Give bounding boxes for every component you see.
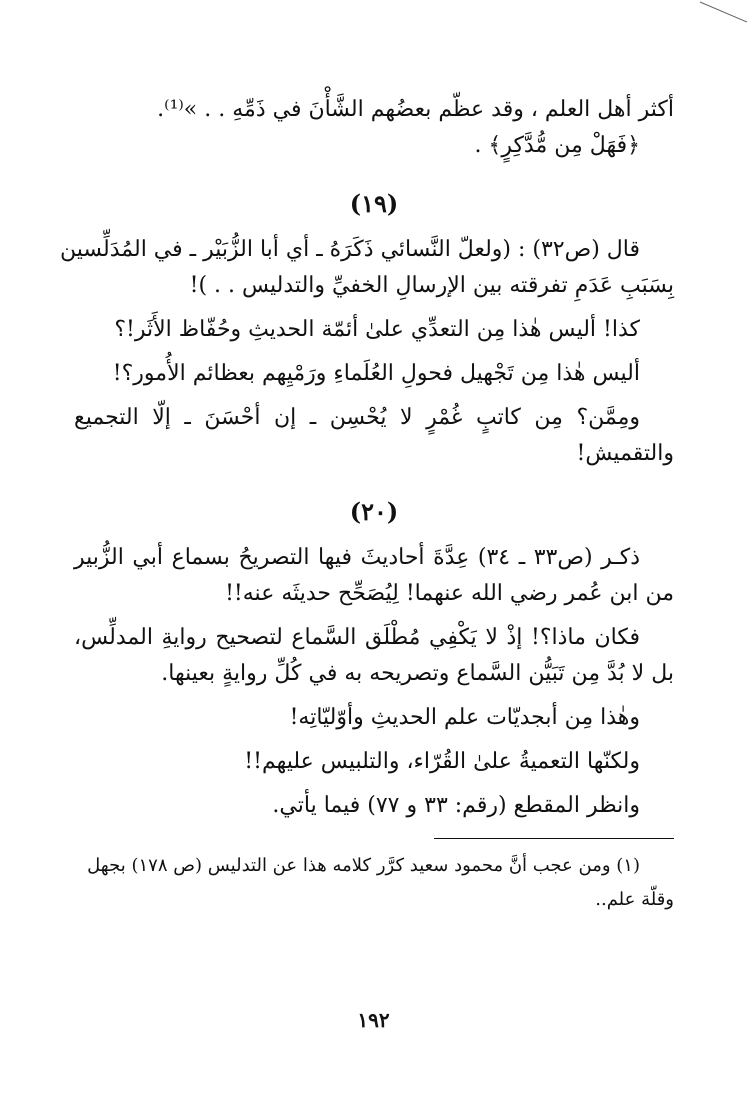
footnote-line-1: (١) ومن عجب أنَّ محمود سعيد كرَّر كلامه هذا عن التدليس (ص ١٧٨) بجهل: [87, 855, 640, 876]
section-19-line-6: والتقميش!: [576, 441, 674, 466]
section-20-line-6: ولكنّها التعميةُ علىٰ القُرّاء، والتلبيس عليهم!!: [244, 749, 640, 774]
section-20-line-2: من ابن عُمر رضي الله عنهما! لِيُصَحِّح حديثَه عنه!!: [225, 581, 674, 606]
section-20-line-5: وهٰذا مِن أبجديّات علم الحديثِ وأوّليّاتِه!: [289, 705, 640, 730]
section-19-line-4: أليس هٰذا مِن تَجْهيل فحولِ العُلَماءِ ورَمْيِهم بعظائم الأُمور؟!: [112, 361, 640, 386]
footnote-line-2: وقلّة علم..: [595, 889, 674, 910]
section-20-line-7: وانظر المقطع (رقم: ٣٣ و ٧٧) فيما يأتي.: [272, 793, 640, 818]
section-19-line-5: ومِمَّن؟ مِن كاتبٍ غُمْرٍ لا يُحْسِن ـ إن أحْسَنَ ـ إلّا التجميع: [74, 405, 640, 430]
section-19-line-2: بِسَبَبِ عَدَمِ تفرقته بين الإرسالِ الخفيِّ والتدليس . . )!: [189, 273, 674, 298]
scan-edge-mark: [0, 0, 747, 40]
book-page: [60, 92, 674, 917]
section-19-heading: (١٩): [349, 189, 399, 218]
section-20-line-3: فكان ماذا؟! إذْ لا يَكْفِي مُطْلَق السَّماع لتصحيح روايةِ المدلِّس،: [74, 625, 640, 650]
section-20-heading: (٢٠): [349, 497, 399, 526]
footnote-divider: [434, 838, 674, 839]
section-19-line-3: كذا! أليس هٰذا مِن التعدِّي علىٰ أئمّة الحديثِ وحُفّاظ الأَثَر!؟: [114, 317, 640, 342]
section-20-line-1: ذكـر (ص٣٣ ـ ٣٤) عِدَّةَ أحاديثَ فيها التصريحُ بسماع أبي الزُّبير: [74, 545, 640, 570]
quran-verse: ﴿فَهَلْ مِن مُّدَّكِرٍ﴾ .: [474, 133, 640, 158]
section-19-line-1: قال (ص٣٢) : (ولعلّ النَّسائي ذَكَرَهُ ـ أي أبا الزُّبَيْر ـ في المُدَلِّسين: [60, 237, 640, 262]
page-number: ١٩٢: [357, 1008, 390, 1032]
top-text-line-1: أكثر أهل العلم ، وقد عظّم بعضُهم الشَّأْنَ في ذَمِّهِ . . »⁽¹⁾.: [157, 97, 674, 122]
section-20-line-4: بل لا بُدَّ مِن تَبَيُّن السَّماع وتصريحه به في كُلِّ روايةٍ بعينها.: [161, 661, 674, 686]
